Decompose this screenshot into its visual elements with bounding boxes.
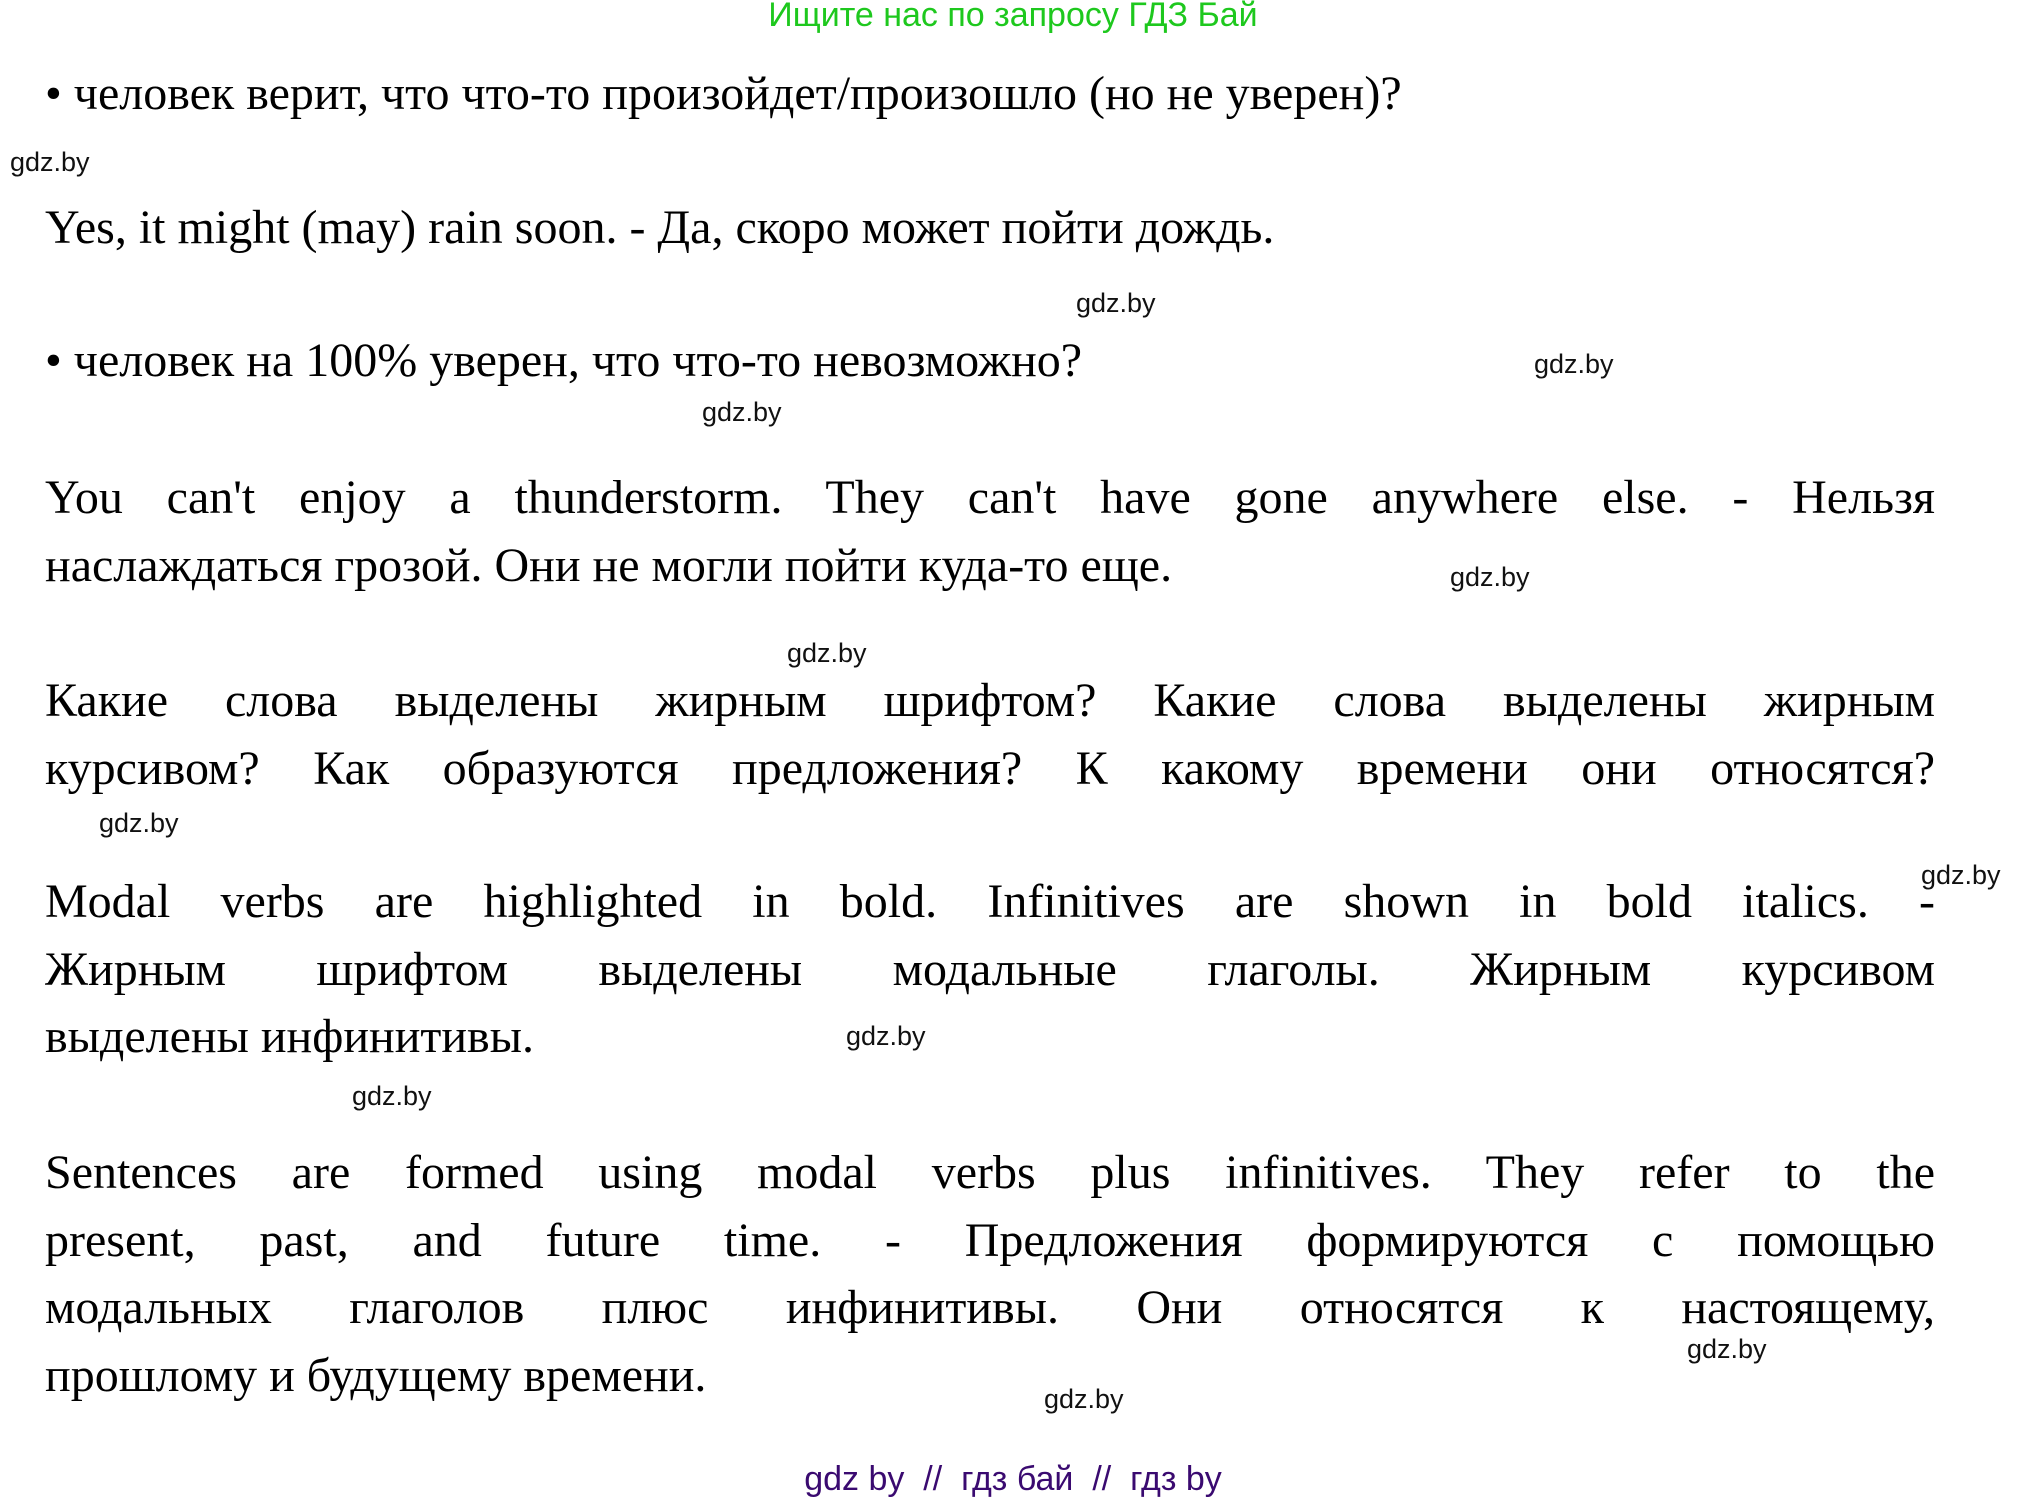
question-bullet-2 [45,327,1935,395]
answer-example-1 [45,194,1935,262]
search-hint-banner: Ищите нас по запросу ГДЗ Бай [768,0,1258,34]
watermark: gdz.by [10,147,90,177]
text-line: • человек верит, что что-то произойдет/произошло (но не уверен)? [45,67,1402,120]
watermark: gdz.by [846,1021,926,1051]
watermark: gdz.by [702,397,782,427]
watermark: gdz.by [1687,1334,1767,1364]
text-line: прошлому и будущему времени. [45,1348,707,1402]
watermark: gdz.by [1534,349,1614,379]
watermark: gdz.by [787,638,867,668]
answer-bold-italics [45,868,1935,1071]
text-line: выделены инфинитивы. [45,1010,534,1064]
footer-links: gdz by // гдз бай // гдз by [804,1460,1222,1498]
watermark: gdz.by [1450,562,1530,592]
watermark: gdz.by [1921,860,2001,890]
watermark: gdz.by [352,1081,432,1111]
answer-sentence-formation [45,1139,1935,1409]
text-line: You can't enjoy a thunderstorm. They can't have gone anywhere else. - Нельзя [45,471,1935,524]
text-line: Modal verbs are highlighted in bold. Infinitives are shown in bold italics. - [45,875,1935,928]
text-line: Sentences are formed using modal verbs plus infinitives. They refer to the [45,1146,1935,1199]
text-line: present, past, and future time. - Предложения формируются с помощью [45,1213,1935,1267]
text-line: модальных глаголов плюс инфинитивы. Они относятся к настоящему, [45,1281,1935,1335]
answer-example-2 [45,464,1935,599]
text-line: Yes, it might (may) rain soon. - Да, скоро может пойти дождь. [45,201,1275,254]
text-line: Какие слова выделены жирным шрифтом? Какие слова выделены жирным [45,674,1935,727]
text-line: курсивом? Как образуются предложения? К какому времени они относятся? [45,741,1935,795]
watermark: gdz.by [99,808,179,838]
text-line: Жирным шрифтом выделены модальные глаголы. Жирным курсивом [45,942,1935,996]
watermark: gdz.by [1044,1384,1124,1414]
text-line: наслаждаться грозой. Они не могли пойти куда-то еще. [45,538,1173,592]
task-questions [45,667,1935,802]
text-line: • человек на 100% уверен, что что-то невозможно? [45,334,1083,387]
watermark: gdz.by [1076,288,1156,318]
question-bullet-1 [45,60,1935,128]
